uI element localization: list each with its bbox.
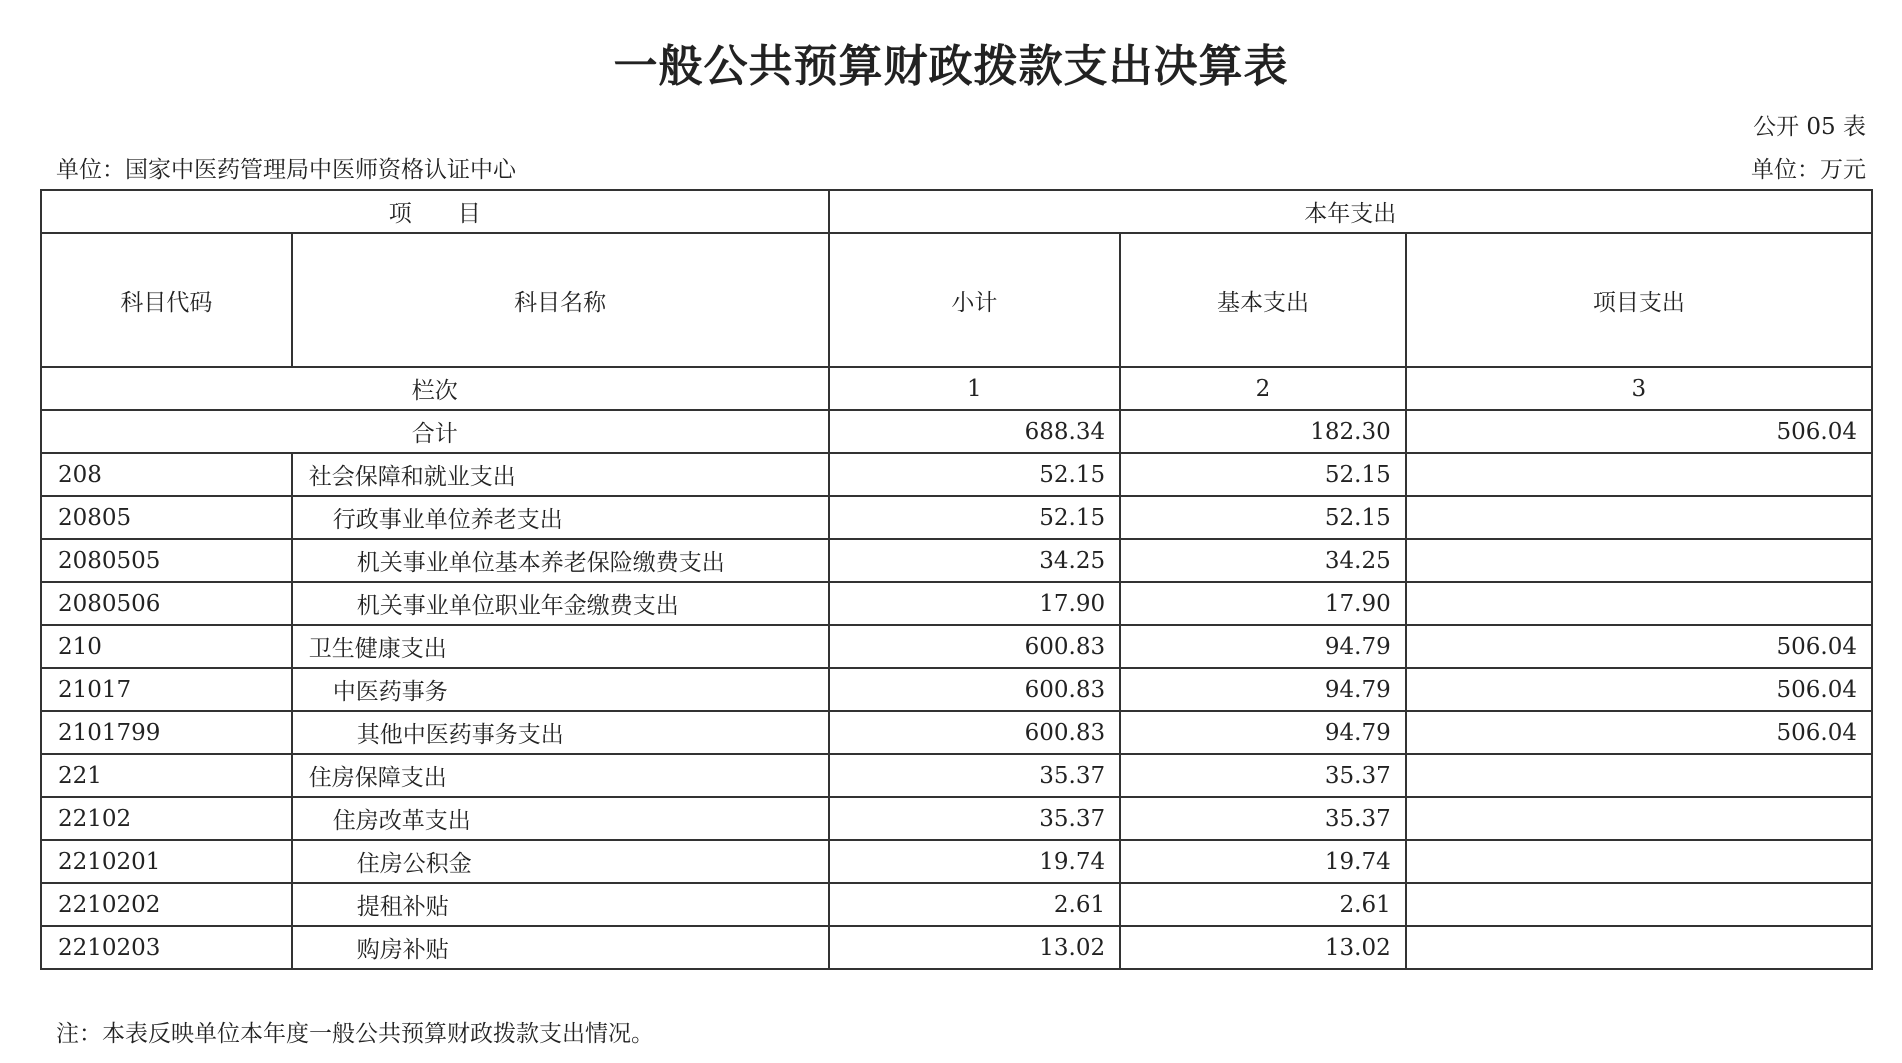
row-basic: 2.61 xyxy=(1120,883,1406,926)
row-basic: 17.90 xyxy=(1120,582,1406,625)
row-basic: 52.15 xyxy=(1120,453,1406,496)
row-name: 其他中医药事务支出 xyxy=(292,711,829,754)
row-subtotal: 35.37 xyxy=(829,797,1121,840)
row-subtotal: 600.83 xyxy=(829,711,1121,754)
row-code: 20805 xyxy=(41,496,292,539)
row-project xyxy=(1406,883,1872,926)
total-basic: 182.30 xyxy=(1120,410,1406,453)
row-code: 2210203 xyxy=(41,926,292,969)
row-subtotal: 52.15 xyxy=(829,453,1121,496)
row-project xyxy=(1406,582,1872,625)
row-name: 住房公积金 xyxy=(292,840,829,883)
column-1: 1 xyxy=(829,367,1121,410)
table-number: 公开 05 表 xyxy=(1753,114,1866,140)
row-code: 22102 xyxy=(41,797,292,840)
row-name: 中医药事务 xyxy=(292,668,829,711)
row-project xyxy=(1406,453,1872,496)
row-project xyxy=(1406,797,1872,840)
expenditure-table xyxy=(40,189,1873,970)
organization-unit: 单位：国家中医药管理局中医师资格认证中心 xyxy=(56,157,516,183)
row-code: 208 xyxy=(41,453,292,496)
header-basic: 基本支出 xyxy=(1120,233,1406,367)
row-code: 21017 xyxy=(41,668,292,711)
column-2: 2 xyxy=(1120,367,1406,410)
money-unit: 单位：万元 xyxy=(1751,157,1866,183)
row-subtotal: 19.74 xyxy=(829,840,1121,883)
row-subtotal: 600.83 xyxy=(829,668,1121,711)
table-row xyxy=(41,797,1872,840)
table-row xyxy=(41,840,1872,883)
row-name: 社会保障和就业支出 xyxy=(292,453,829,496)
row-subtotal: 600.83 xyxy=(829,625,1121,668)
row-basic: 52.15 xyxy=(1120,496,1406,539)
row-project: 506.04 xyxy=(1406,711,1872,754)
row-subtotal: 17.90 xyxy=(829,582,1121,625)
row-name: 住房保障支出 xyxy=(292,754,829,797)
row-name: 机关事业单位职业年金缴费支出 xyxy=(292,582,829,625)
total-subtotal: 688.34 xyxy=(829,410,1121,453)
page-title: 一般公共预算财政拨款支出决算表 xyxy=(613,41,1289,92)
header-code: 科目代码 xyxy=(41,233,292,367)
total-project: 506.04 xyxy=(1406,410,1872,453)
row-code: 2080505 xyxy=(41,539,292,582)
table-row xyxy=(41,453,1872,496)
row-name: 住房改革支出 xyxy=(292,797,829,840)
row-subtotal: 35.37 xyxy=(829,754,1121,797)
row-basic: 35.37 xyxy=(1120,754,1406,797)
row-code: 221 xyxy=(41,754,292,797)
row-code: 2080506 xyxy=(41,582,292,625)
row-code: 2210202 xyxy=(41,883,292,926)
row-basic: 13.02 xyxy=(1120,926,1406,969)
table-row xyxy=(41,496,1872,539)
row-code: 2101799 xyxy=(41,711,292,754)
row-name: 购房补贴 xyxy=(292,926,829,969)
row-subtotal: 52.15 xyxy=(829,496,1121,539)
row-basic: 94.79 xyxy=(1120,668,1406,711)
column-label: 栏次 xyxy=(41,367,829,410)
table-row xyxy=(41,582,1872,625)
total-row xyxy=(41,410,1872,453)
row-basic: 19.74 xyxy=(1120,840,1406,883)
table-row xyxy=(41,539,1872,582)
table-row xyxy=(41,883,1872,926)
row-subtotal: 34.25 xyxy=(829,539,1121,582)
row-name: 提租补贴 xyxy=(292,883,829,926)
header-project-expense: 项目支出 xyxy=(1406,233,1872,367)
column-3: 3 xyxy=(1406,367,1872,410)
table-row xyxy=(41,711,1872,754)
total-label: 合计 xyxy=(41,410,829,453)
row-name: 行政事业单位养老支出 xyxy=(292,496,829,539)
header-name: 科目名称 xyxy=(292,233,829,367)
header-subtotal: 小计 xyxy=(829,233,1121,367)
header-project: 项 目 xyxy=(41,190,829,233)
table-row xyxy=(41,668,1872,711)
row-basic: 34.25 xyxy=(1120,539,1406,582)
row-basic: 94.79 xyxy=(1120,625,1406,668)
row-project xyxy=(1406,496,1872,539)
row-project xyxy=(1406,840,1872,883)
row-project: 506.04 xyxy=(1406,668,1872,711)
table-note: 注：本表反映单位本年度一般公共预算财政拨款支出情况。 xyxy=(56,1021,654,1047)
table-row xyxy=(41,625,1872,668)
row-project: 506.04 xyxy=(1406,625,1872,668)
row-name: 卫生健康支出 xyxy=(292,625,829,668)
column-number-row xyxy=(41,367,1872,410)
row-basic: 35.37 xyxy=(1120,797,1406,840)
row-basic: 94.79 xyxy=(1120,711,1406,754)
row-project xyxy=(1406,926,1872,969)
row-project xyxy=(1406,539,1872,582)
row-name: 机关事业单位基本养老保险缴费支出 xyxy=(292,539,829,582)
row-project xyxy=(1406,754,1872,797)
row-code: 210 xyxy=(41,625,292,668)
row-subtotal: 13.02 xyxy=(829,926,1121,969)
table-row xyxy=(41,926,1872,969)
table-row xyxy=(41,754,1872,797)
header-current-year: 本年支出 xyxy=(829,190,1872,233)
header-row-2 xyxy=(41,233,1872,367)
row-subtotal: 2.61 xyxy=(829,883,1121,926)
header-row-1 xyxy=(41,190,1872,233)
row-code: 2210201 xyxy=(41,840,292,883)
